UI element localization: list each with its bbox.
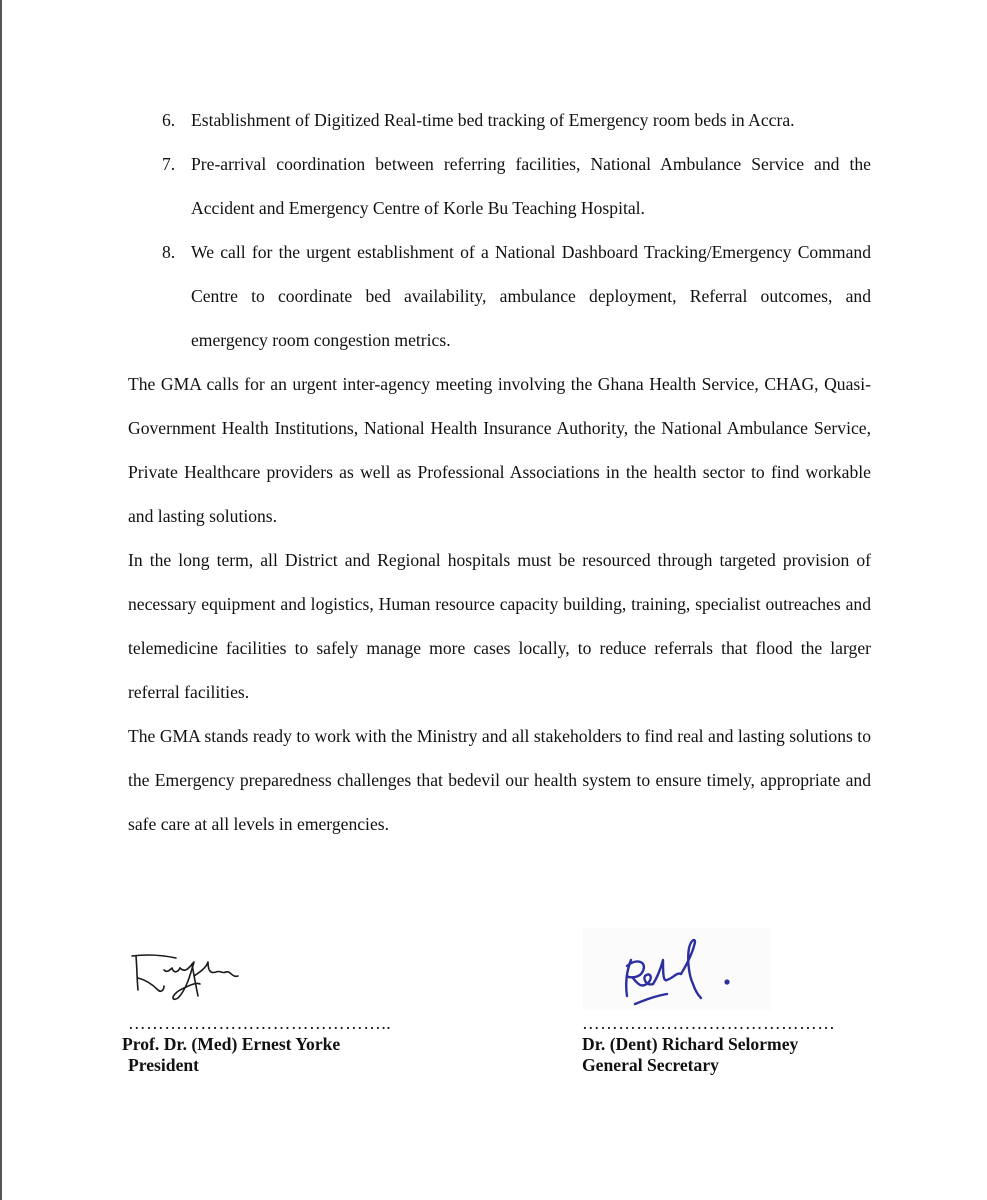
- signatory-name: Prof. Dr. (Med) Ernest Yorke: [122, 1034, 341, 1054]
- signatory-title: President: [128, 1055, 200, 1075]
- list-item-8: [128, 230, 871, 362]
- signatory-name: Dr. (Dent) Richard Selormey: [582, 1034, 799, 1054]
- list-number: 8.: [162, 242, 176, 262]
- signatory-general-secretary: [582, 1013, 836, 1076]
- signature-line: ……………………………………..: [128, 1013, 392, 1033]
- signature-line: ……………………………………: [582, 1013, 836, 1033]
- signature-president-icon: [128, 950, 268, 1005]
- paragraph-long-term: In the long term, all District and Regional hospitals must be resourced through targeted provision of necessary equipment and logistics, Human resource capacity building, training, specialist outreaches and telemedicine facilities to safely manage more cases locally, to reduce referrals that flood the larger referral facilities.: [128, 550, 871, 702]
- paragraph-gma-ready: The GMA stands ready to work with the Ministry and all stakeholders to find real and lasting solutions to the Emergency preparedness challenges that bedevil our health system to ensure timely, appropriate and safe care at all levels in emergencies.: [128, 726, 871, 834]
- list-item-7: [128, 142, 871, 230]
- signature-secretary-icon: [583, 928, 771, 1010]
- paragraph-interagency-meeting: The GMA calls for an urgent inter-agency meeting involving the Ghana Health Service, CHAG, Quasi-Government Health Institutions, National Health Insurance Authority, the National Ambulance Service, Private Healthcare providers as well as Professional Associations in the health sector to find workable and lasting solutions.: [128, 374, 871, 526]
- list-text: Pre-arrival coordination between referring facilities, National Ambulance Service and the Accident and Emergency Centre of Korle Bu Teaching Hospital.: [191, 154, 871, 218]
- list-number: 6.: [162, 110, 176, 130]
- letter-body: [128, 98, 871, 846]
- page-edge: [0, 0, 2, 1200]
- list-item-6: [128, 98, 871, 142]
- list-text: We call for the urgent establishment of a National Dashboard Tracking/Emergency Command Centre to coordinate bed availability, ambulance deployment, Referral outcomes, and emergency room congestion metrics.: [191, 242, 871, 350]
- list-text: Establishment of Digitized Real-time bed tracking of Emergency room beds in Accra.: [191, 110, 795, 130]
- list-number: 7.: [162, 154, 176, 174]
- signatory-president: [122, 1013, 392, 1076]
- signatory-title: General Secretary: [582, 1055, 719, 1075]
